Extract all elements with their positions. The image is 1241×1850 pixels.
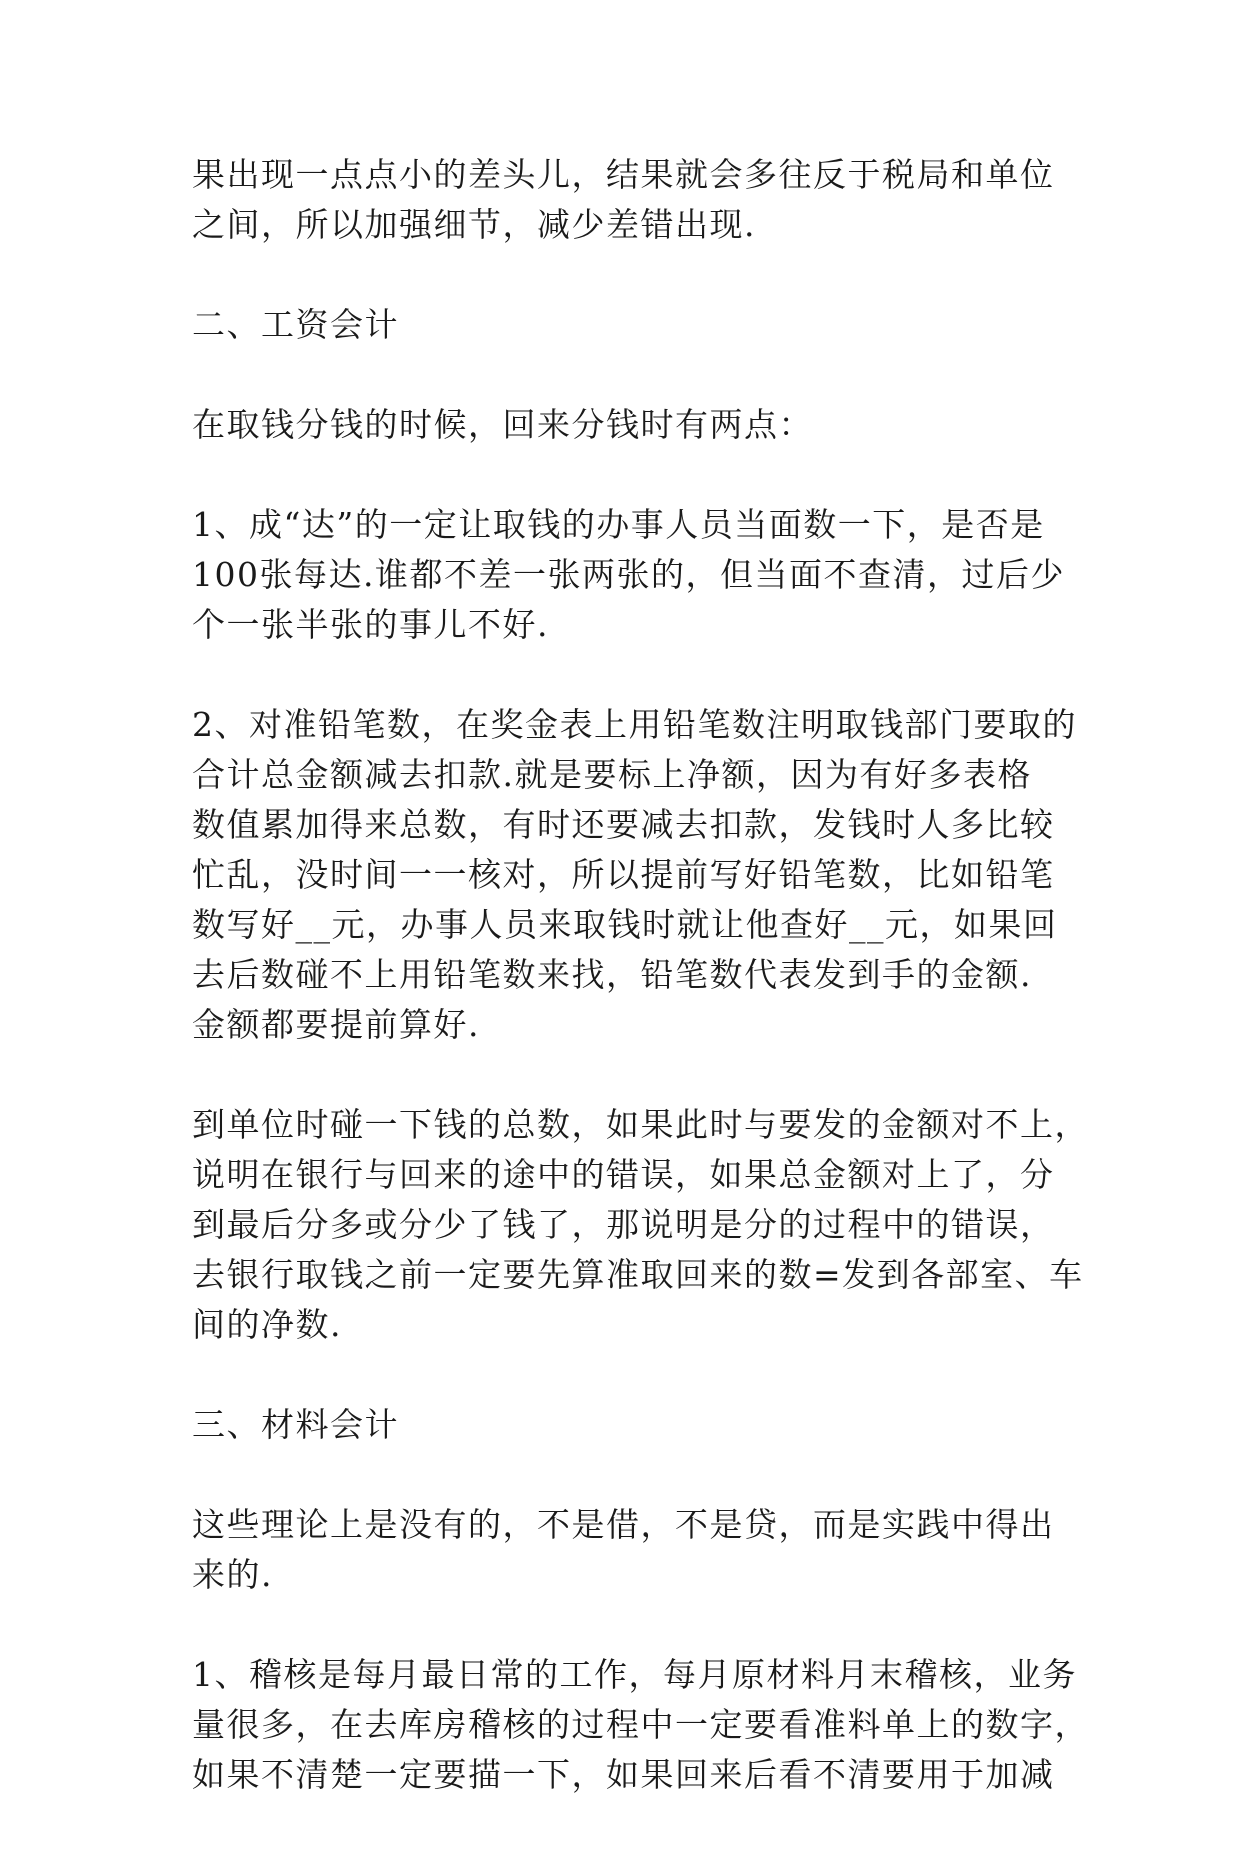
paragraph-payroll-point-2 bbox=[192, 700, 1077, 1050]
text-line: 金额都要提前算好. bbox=[192, 1005, 480, 1044]
heading-text: 二、工资会计 bbox=[192, 305, 399, 344]
text-line: 1、成“达”的一定让取钱的办事人员当面数一下，是否是 bbox=[192, 505, 1045, 544]
document-body bbox=[192, 150, 1089, 1850]
heading-text: 三、材料会计 bbox=[192, 1405, 399, 1444]
paragraph-payroll-intro bbox=[192, 400, 1062, 450]
text-line: 100张每达.谁都不差一张两张的，但当面不查清，过后少 bbox=[192, 555, 1065, 594]
text-line: 到最后分多或分少了钱了，那说明是分的过程中的错误， bbox=[192, 1205, 1055, 1244]
text-line: 到单位时碰一下钱的总数，如果此时与要发的金额对不上， bbox=[192, 1105, 1089, 1144]
paragraph-payroll-check bbox=[192, 1100, 1089, 1350]
text-line: 量很多，在去库房稽核的过程中一定要看准料单上的数字， bbox=[192, 1705, 1089, 1744]
text-line: 忙乱，没时间一一核对，所以提前写好铅笔数，比如铅笔 bbox=[192, 855, 1055, 894]
paragraph-materials-point-1 bbox=[192, 1650, 1089, 1800]
text-line: 这些理论上是没有的，不是借，不是贷，而是实践中得出 bbox=[192, 1505, 1055, 1544]
text-line: 说明在银行与回来的途中的错误，如果总金额对上了，分 bbox=[192, 1155, 1055, 1194]
text-line: 个一张半张的事儿不好. bbox=[192, 605, 549, 644]
paragraph-payroll-point-1 bbox=[192, 500, 1065, 650]
text-line: 数写好__元，办事人员来取钱时就让他查好__元，如果回 bbox=[192, 905, 1058, 944]
text-line: 如果不清楚一定要描一下，如果回来后看不清要用于加减 bbox=[192, 1755, 1055, 1794]
text-line: 间的净数. bbox=[192, 1305, 342, 1344]
text-line: 之间，所以加强细节，减少差错出现. bbox=[192, 205, 756, 244]
text-line: 数值累加得来总数，有时还要减去扣款，发钱时人多比较 bbox=[192, 805, 1055, 844]
text-line: 2、对准铅笔数，在奖金表上用铅笔数注明取钱部门要取的 bbox=[192, 705, 1077, 744]
text-line: 1、稽核是每月最日常的工作，每月原材料月末稽核，业务 bbox=[192, 1655, 1077, 1694]
section-heading-payroll-accounting bbox=[192, 300, 1062, 350]
text-line: 果出现一点点小的差头儿，结果就会多往反于税局和单位 bbox=[192, 155, 1055, 194]
text-line: 去后数碰不上用铅笔数来找，铅笔数代表发到手的金额. bbox=[192, 955, 1032, 994]
text-line: 去银行取钱之前一定要先算准取回来的数=发到各部室、车 bbox=[192, 1255, 1084, 1294]
paragraph-tax-accounting-end bbox=[192, 150, 1062, 250]
text-line: 合计总金额减去扣款.就是要标上净额，因为有好多表格 bbox=[192, 755, 1032, 794]
paragraph-materials-intro bbox=[192, 1500, 1062, 1600]
section-heading-materials-accounting bbox=[192, 1400, 1062, 1450]
text-line: 在取钱分钱的时候，回来分钱时有两点： bbox=[192, 405, 813, 444]
text-line: 来的. bbox=[192, 1555, 273, 1594]
